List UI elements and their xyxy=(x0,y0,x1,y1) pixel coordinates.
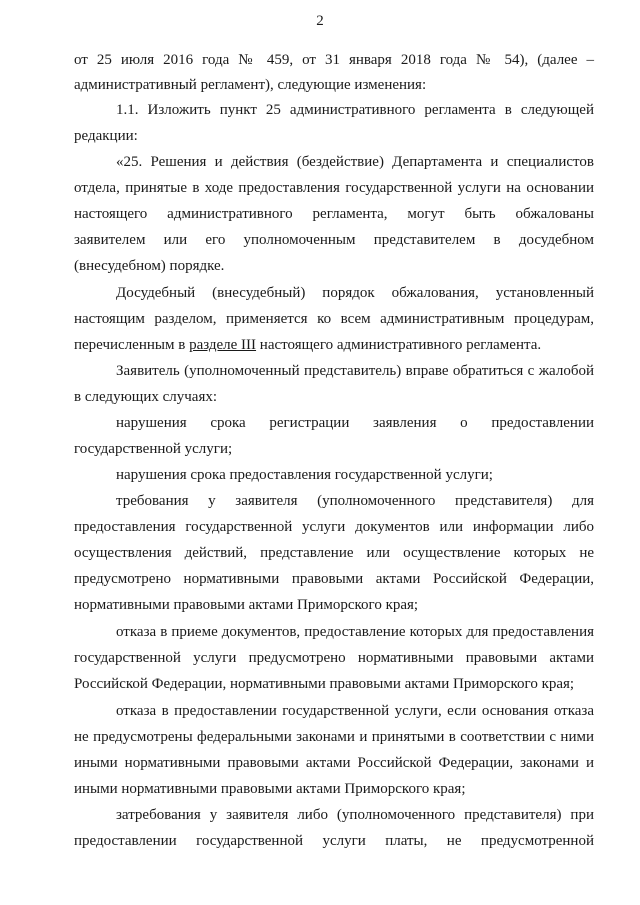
text-line: (внесудебном) порядке. xyxy=(74,258,225,274)
text-line: отказа в предоставлении государственной услуги, если основания отказа xyxy=(116,703,594,719)
text-line: настоящим разделом, применяется ко всем административным процедурам, xyxy=(74,311,594,327)
text-line: заявителем или его уполномоченным представителем в досудебном xyxy=(74,232,594,248)
text-line: предоставления государственной услуги документов или информации либо xyxy=(74,519,594,535)
text-line: 1.1. Изложить пункт 25 административного регламента в следующей xyxy=(116,102,594,118)
text-segment: перечисленным в xyxy=(74,337,190,353)
text-line-with-link xyxy=(74,336,594,355)
text-line: в следующих случаях: xyxy=(74,389,218,405)
text-line: Досудебный (внесудебный) порядок обжалования, установленный xyxy=(116,285,594,301)
text-line: от 25 июля 2016 года № 459, от 31 января 2018 года № 54), (далее – xyxy=(74,52,594,68)
text-line: нарушения срока регистрации заявления о предоставлении xyxy=(116,415,594,431)
text-line: предусмотрено нормативными правовыми актами Российской Федерации, xyxy=(74,571,594,587)
section-link[interactable]: разделе III xyxy=(189,337,257,353)
text-line: Заявитель (уполномоченный представитель) вправе обратиться с жалобой xyxy=(116,363,594,379)
text-line: редакции: xyxy=(74,128,138,144)
text-line: Российской Федерации, нормативными правовыми актами Приморского края; xyxy=(74,676,575,692)
text-line: настоящего административного регламента, могут быть обжалованы xyxy=(74,206,594,222)
text-line: затребования у заявителя либо (уполномоченного представителя) при xyxy=(116,807,594,823)
text-line: иными нормативными правовыми актами Российской Федерации, законами и xyxy=(74,755,594,771)
text-line: осуществления действий, представление или осуществление которых не xyxy=(74,545,594,561)
text-line: иными нормативными правовыми актами Приморского края; xyxy=(74,781,466,797)
text-line: административный регламент), следующие изменения: xyxy=(74,77,427,93)
text-line: «25. Решения и действия (бездействие) Департамента и специалистов xyxy=(116,154,594,170)
text-line: предоставлении государственной услуги платы, не предусмотренной xyxy=(74,833,594,849)
text-line: отдела, принятые в ходе предоставления государственной услуги на основании xyxy=(74,180,594,196)
text-line: государственной услуги; xyxy=(74,441,233,457)
text-segment: настоящего административного регламента. xyxy=(256,337,542,353)
text-line: нарушения срока предоставления государственной услуги; xyxy=(116,467,493,483)
text-line: государственной услуги предусмотрено нормативными правовыми актами xyxy=(74,650,594,666)
page-number: 2 xyxy=(316,13,324,29)
text-line: отказа в приеме документов, предоставление которых для предоставления xyxy=(116,624,594,640)
text-line: требования у заявителя (уполномоченного представителя) для xyxy=(116,493,594,509)
text-line: не предусмотрены федеральными законами и принятыми в соответствии с ними xyxy=(74,729,594,745)
text-line: нормативными правовыми актами Приморского края; xyxy=(74,597,419,613)
